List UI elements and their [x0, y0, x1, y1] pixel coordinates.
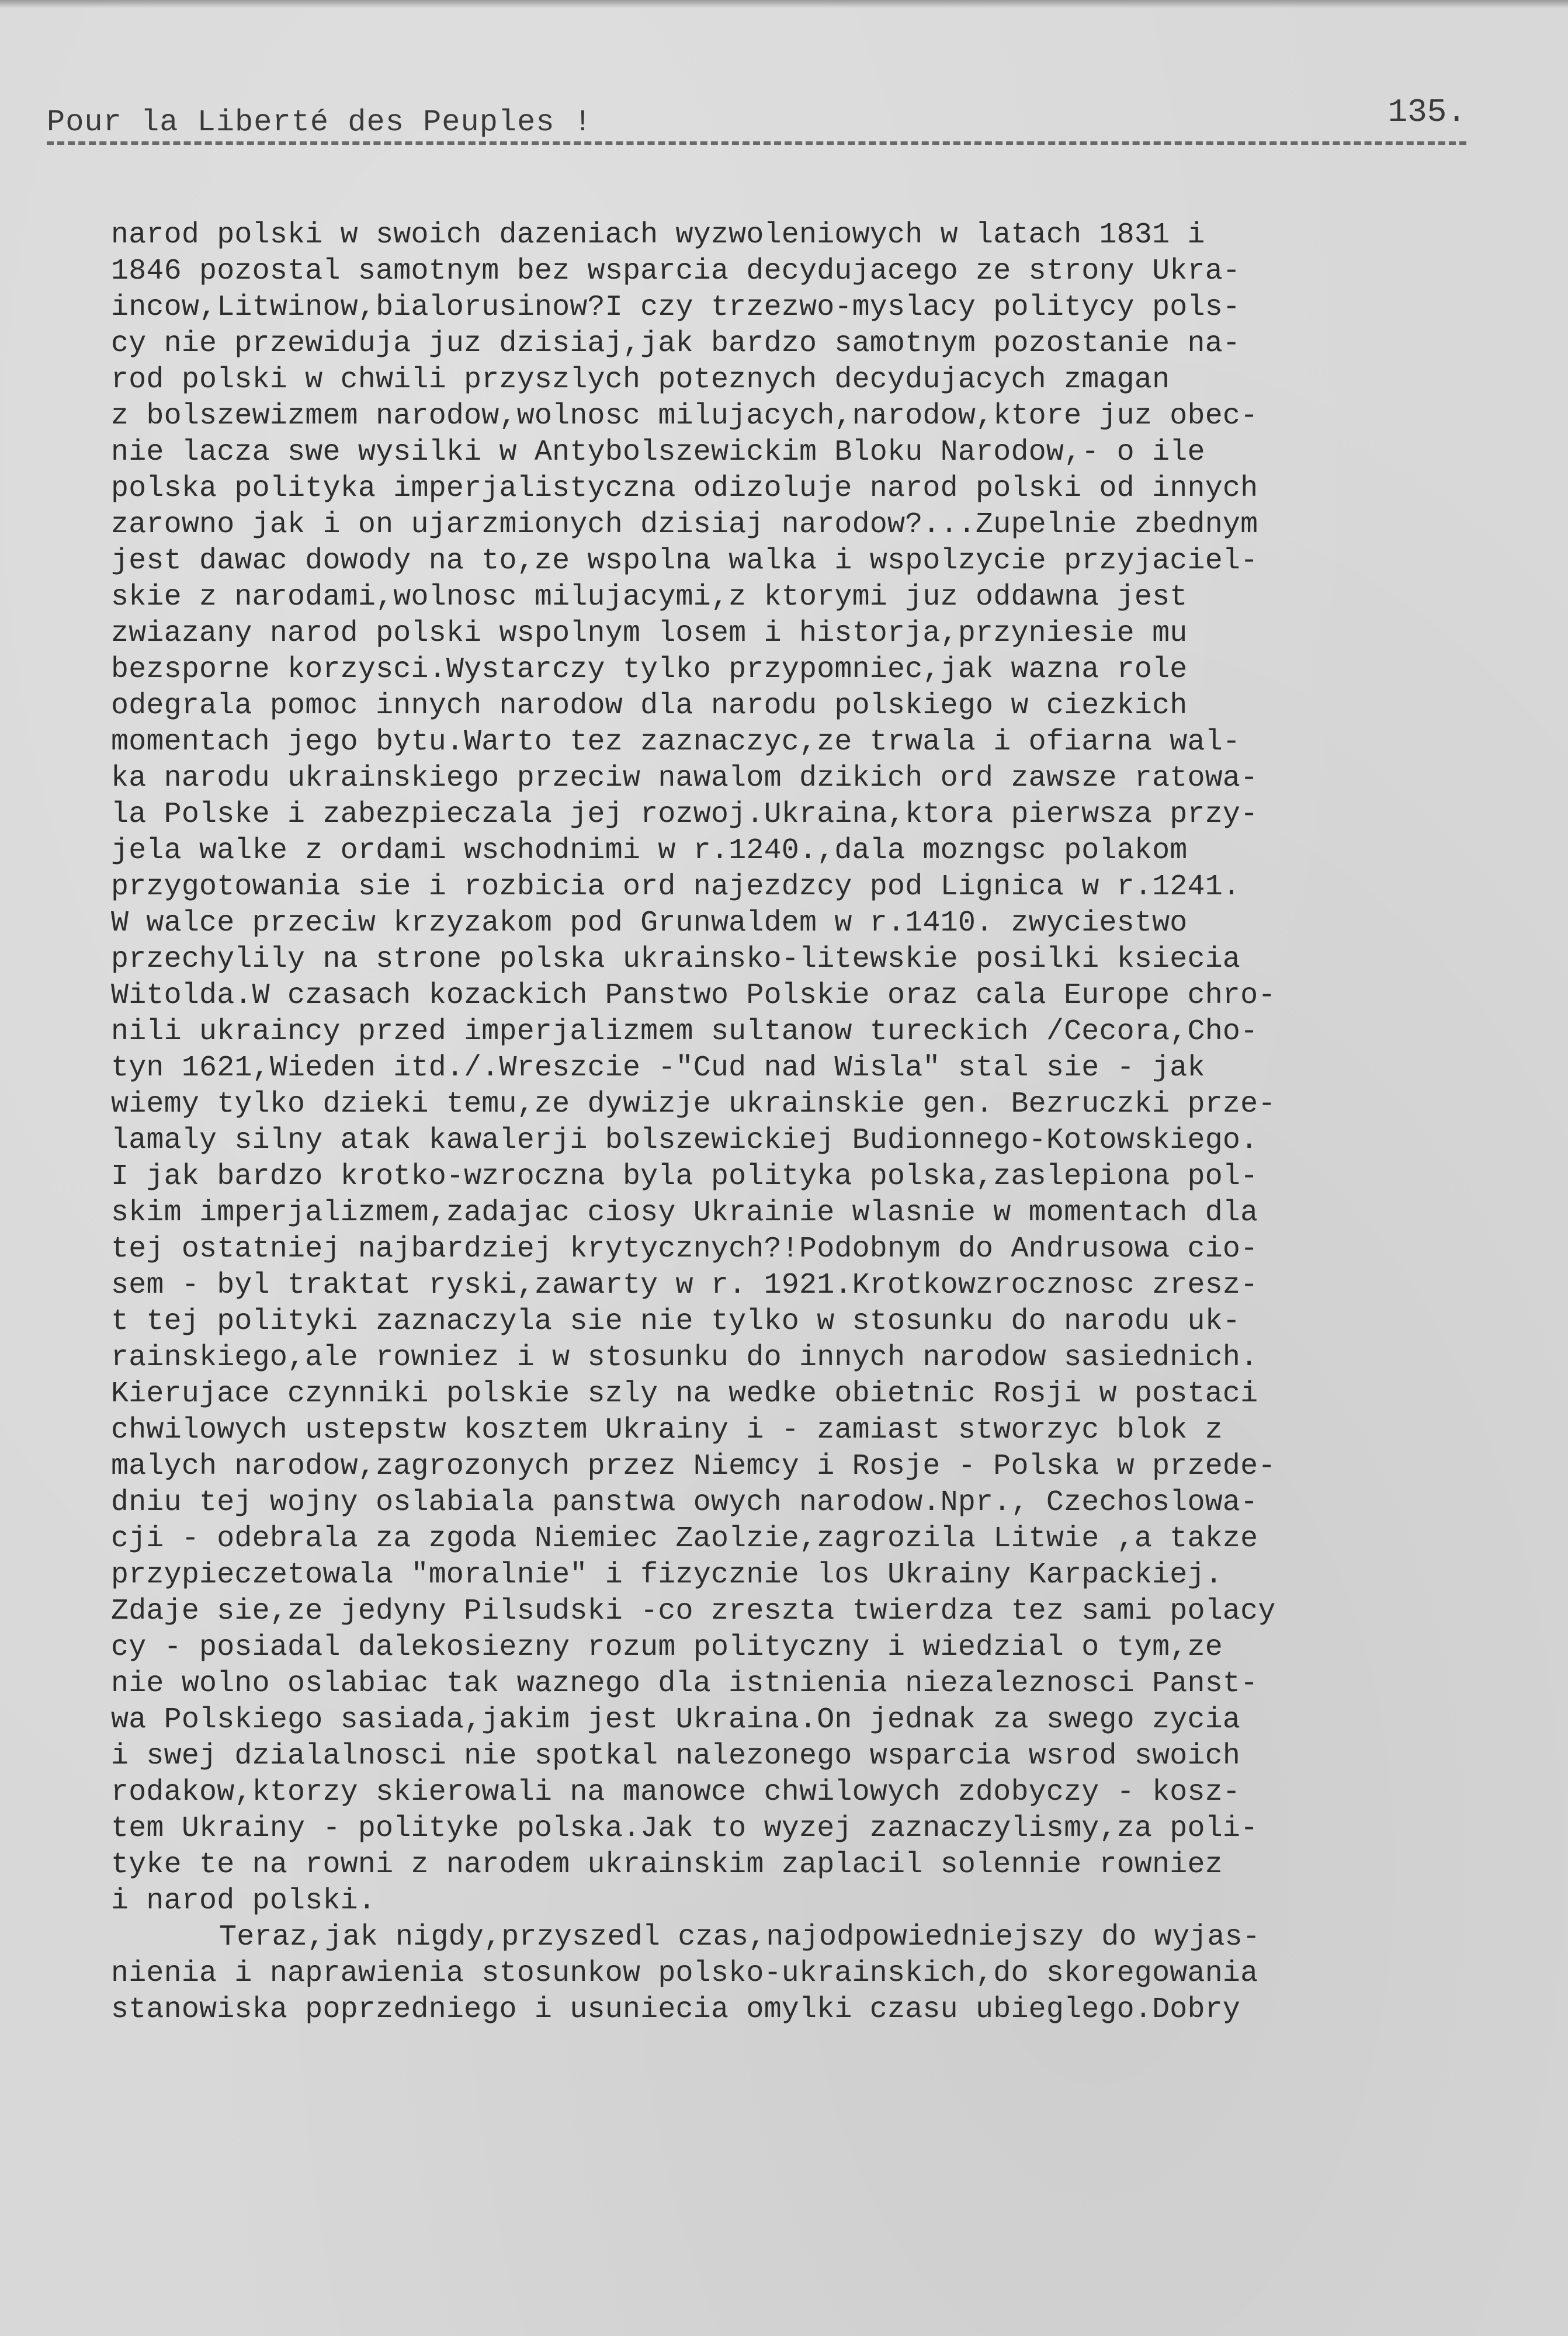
page-number: 135.	[1387, 93, 1466, 131]
text-line: rod polski w chwili przyszlych poteznych decydujacych zmagan	[111, 363, 1170, 397]
text-line: cy nie przewiduja juz dzisiaj,jak bardzo samotnym pozostanie na-	[111, 327, 1241, 360]
text-line: zwiazany narod polski wspolnym losem i historja,przyniesie mu	[111, 617, 1188, 650]
text-line: malych narodow,zagrozonych przez Niemcy i Rosje - Polska w przede-	[111, 1450, 1276, 1483]
text-line: wiemy tylko dzieki temu,ze dywizje ukrainskie gen. Bezruczki prze-	[111, 1088, 1276, 1121]
text-line: Kierujace czynniki polskie szly na wedke obietnic Rosji w postaci	[111, 1377, 1258, 1411]
text-line: nienia i naprawienia stosunkow polsko-ukrainskich,do skoregowania	[111, 1957, 1258, 1990]
text-line: tyn 1621,Wieden itd./.Wreszcie -"Cud nad Wisla" stal sie - jak	[111, 1051, 1205, 1085]
body-text	[111, 217, 1525, 2028]
text-line: ka narodu ukrainskiego przeciw nawalom dzikich ord zawsze ratowa-	[111, 762, 1258, 795]
text-line: sem - byl traktat ryski,zawarty w r. 1921.Krotkowzrocznosc zresz-	[111, 1269, 1258, 1302]
text-line: rodakow,ktorzy skierowali na manowce chwilowych zdobyczy - kosz-	[111, 1776, 1241, 1809]
text-line: chwilowych ustepstw kosztem Ukrainy i - zamiast stworzyc blok z	[111, 1414, 1223, 1447]
text-line: dniu tej wojny oslabiala panstwa owych narodow.Npr., Czechoslowa-	[111, 1486, 1258, 1519]
text-line: jest dawac dowody na to,ze wspolna walka i wspolzycie przyjaciel-	[111, 544, 1258, 578]
running-title: Pour la Liberté des Peuples !	[47, 105, 592, 140]
text-line: I jak bardzo krotko-wzroczna byla polityka polska,zaslepiona pol-	[111, 1160, 1258, 1193]
text-line: jela walke z ordami wschodnimi w r.1240.,dala mozngsc polakom	[111, 834, 1188, 867]
text-line: nie wolno oslabiac tak waznego dla istnienia niezaleznosci Panst-	[111, 1667, 1258, 1700]
text-line: W walce przeciw krzyzakom pod Grunwaldem w r.1410. zwyciestwo	[111, 907, 1188, 940]
text-line: t tej polityki zaznaczyla sie nie tylko w stosunku do narodu uk-	[111, 1305, 1241, 1338]
text-line: tej ostatniej najbardziej krytycznych?!Podobnym do Andrusowa cio-	[111, 1233, 1258, 1266]
text-line: skie z narodami,wolnosc milujacymi,z ktorymi juz oddawna jest	[111, 581, 1188, 614]
text-line: Zdaje sie,ze jedyny Pilsudski -co zreszta twierdza tez sami polacy	[111, 1595, 1276, 1628]
paragraph	[111, 217, 1525, 1920]
page-top-edge	[0, 0, 1568, 8]
paragraph	[111, 1920, 1525, 2028]
text-line: Teraz,jak nigdy,przyszedl czas,najodpowiedniejszy do wyjas-	[219, 1921, 1261, 1954]
text-line: Witolda.W czasach kozackich Panstwo Polskie oraz cala Europe chro-	[111, 979, 1276, 1012]
text-line: bezsporne korzysci.Wystarczy tylko przypomniec,jak wazna role	[111, 653, 1188, 686]
text-line: tem Ukrainy - polityke polska.Jak to wyzej zaznaczylismy,za poli-	[111, 1812, 1258, 1845]
text-line: przechylily na strone polska ukrainsko-litewskie posilki ksiecia	[111, 943, 1241, 976]
text-line: momentach jego bytu.Warto tez zaznaczyc,ze trwala i ofiarna wal-	[111, 726, 1241, 759]
text-line: incow,Litwinow,bialorusinow?I czy trzezwo-myslacy politycy pols-	[111, 291, 1241, 324]
text-line: przypieczetowala "moralnie" i fizycznie los Ukrainy Karpackiej.	[111, 1559, 1223, 1592]
text-line: i swej dzialalnosci nie spotkal nalezonego wsparcia wsrod swoich	[111, 1740, 1241, 1773]
text-line: narod polski w swoich dazeniach wyzwoleniowych w latach 1831 i	[111, 218, 1205, 252]
text-line: nili ukraincy przed imperjalizmem sultanow tureckich /Cecora,Cho-	[111, 1015, 1258, 1049]
text-line: przygotowania sie i rozbicia ord najezdzcy pod Lignica w r.1241.	[111, 870, 1241, 904]
text-line: cy - posiadal dalekosiezny rozum polityczny i wiedzial o tym,ze	[111, 1631, 1223, 1664]
text-line: rainskiego,ale rowniez i w stosunku do innych narodow sasiednich.	[111, 1341, 1258, 1374]
text-line: cji - odebrala za zgoda Niemiec Zaolzie,zagrozila Litwie ,a takze	[111, 1522, 1258, 1556]
text-line: skim imperjalizmem,zadajac ciosy Ukrainie wlasnie w momentach dla	[111, 1196, 1258, 1230]
text-line: nie lacza swe wysilki w Antybolszewickim Bloku Narodow,- o ile	[111, 436, 1205, 469]
text-line: stanowiska poprzedniego i usuniecia omylki czasu ubieglego.Dobry	[111, 1993, 1241, 2026]
header-dashed-rule	[47, 141, 1466, 145]
text-line: wa Polskiego sasiada,jakim jest Ukraina.On jednak za swego zycia	[111, 1703, 1241, 1737]
text-line: 1846 pozostal samotnym bez wsparcia decydujacego ze strony Ukra-	[111, 255, 1241, 288]
page-header	[47, 88, 1466, 152]
text-line: lamaly silny atak kawalerji bolszewickiej Budionnego-Kotowskiego.	[111, 1124, 1258, 1157]
text-line: zarowno jak i on ujarzmionych dzisiaj narodow?...Zupelnie zbednym	[111, 508, 1258, 542]
text-line: i narod polski.	[111, 1884, 376, 1918]
text-line: polska polityka imperjalistyczna odizoluje narod polski od innych	[111, 472, 1258, 505]
text-line: odegrala pomoc innych narodow dla narodu polskiego w ciezkich	[111, 689, 1188, 723]
text-line: la Polske i zabezpieczala jej rozwoj.Ukraina,ktora pierwsza przy-	[111, 798, 1258, 831]
text-line: z bolszewizmem narodow,wolnosc milujacych,narodow,ktore juz obec-	[111, 400, 1258, 433]
text-line: tyke te na rowni z narodem ukrainskim zaplacil solennie rowniez	[111, 1848, 1223, 1882]
